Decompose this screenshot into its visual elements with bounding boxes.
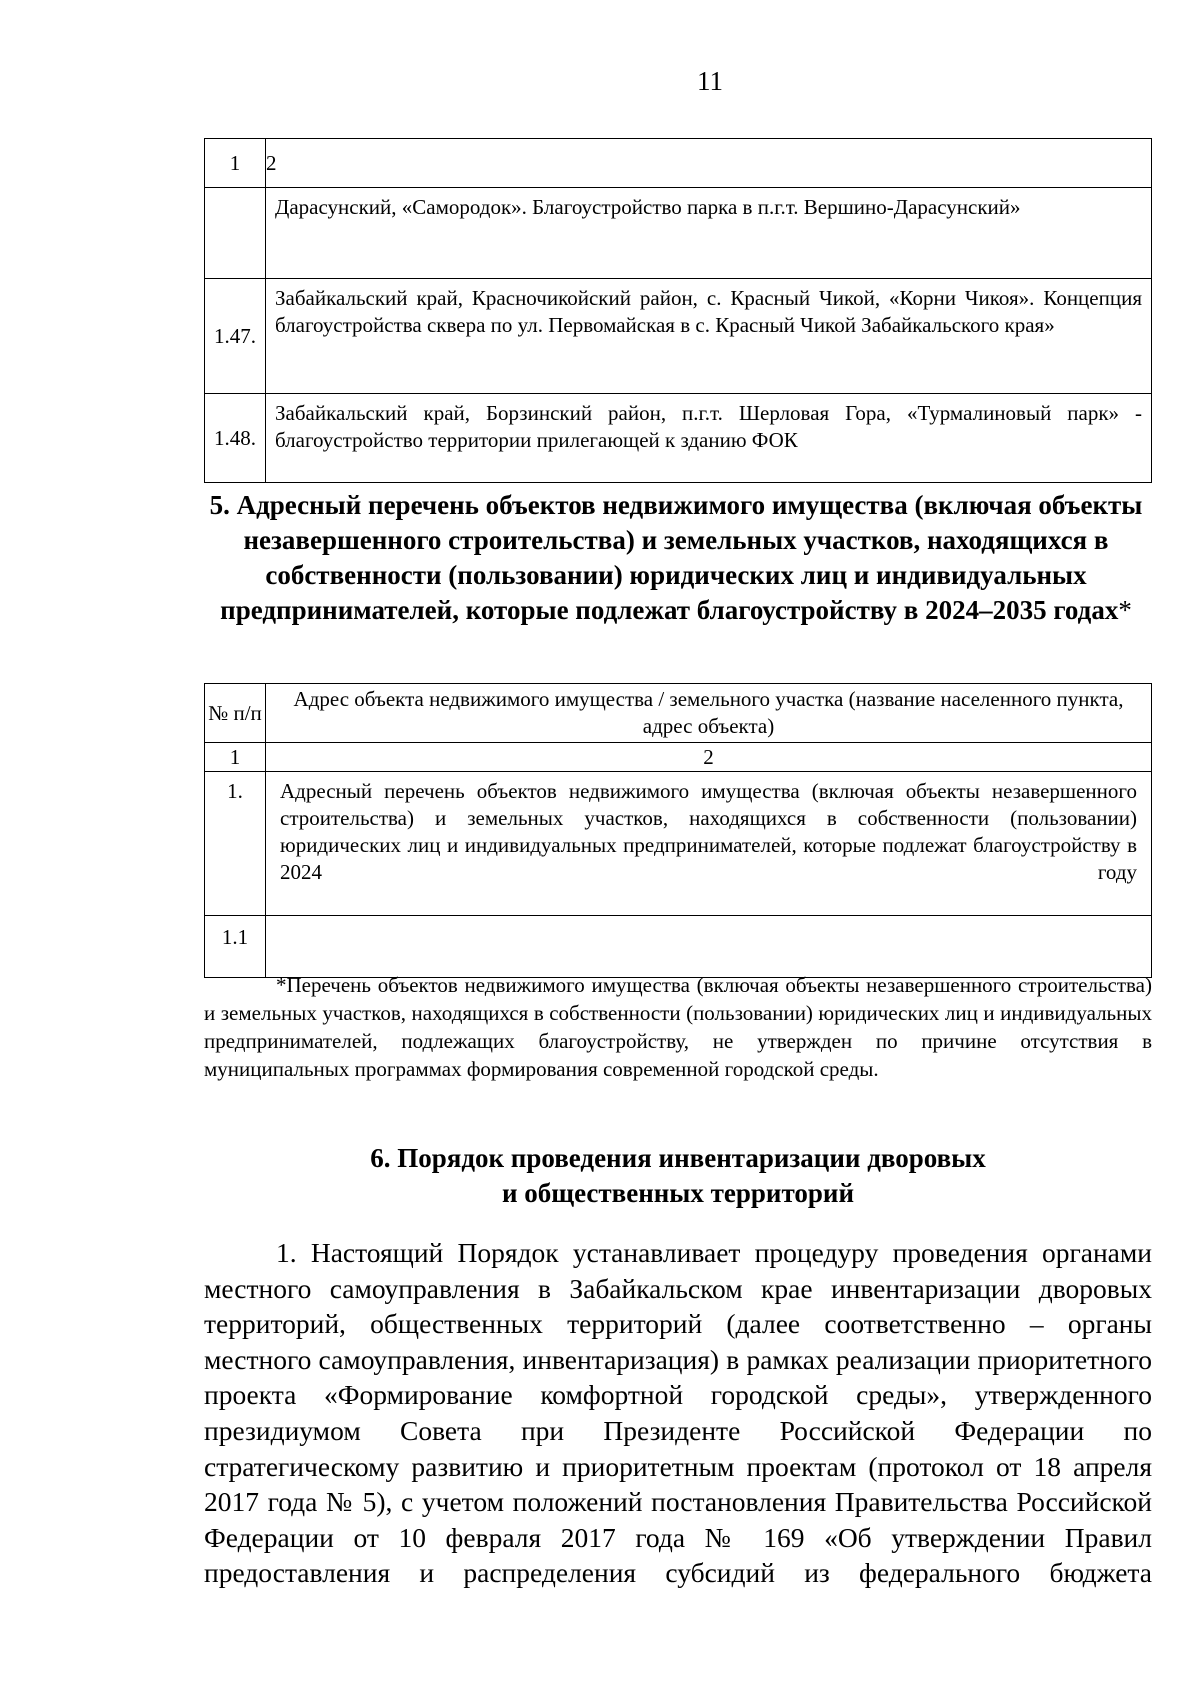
row-number: 1.47. — [205, 279, 266, 394]
table-row — [205, 279, 1152, 394]
footnote — [204, 971, 1152, 1083]
row-text: Забайкальский край, Красночикойский район, с. Красный Чикой, «Корни Чикоя». Концепция благоустройства сквера по ул. Первомайская в с. Красный Чикой Забайкальского края» — [266, 279, 1152, 394]
table-row — [205, 394, 1152, 483]
column-number-2: 2 — [266, 743, 1152, 772]
footnote-text: *Перечень объектов недвижимого имущества (включая объекты незавершенного строительства) и земельных участков, находящихся в собственности (пользовании) юридических лиц и индивидуальных предпринимателей, подлежащих благоустройству, не утвержден по причине отсутствия в муниципальных программах формирования современной городской среды. — [204, 973, 1152, 1081]
section-5-heading — [196, 488, 1156, 628]
page-number: 11 — [697, 66, 723, 96]
row-text: Забайкальский край, Борзинский район, п.г.т. Шерловая Гора, «Турмалиновый парк» - благоустройство территории прилегающей к зданию ФОК — [266, 394, 1152, 483]
address-list-table — [204, 683, 1152, 978]
projects-table — [204, 138, 1152, 483]
row-text: Дарасунский, «Самородок». Благоустройство парка в п.г.т. Вершино-Дарасунский» — [266, 188, 1152, 279]
section-5-heading-text: 5. Адресный перечень объектов недвижимого имущества (включая объекты незавершенного строительства) и земельных участков, находящихся в собственности (пользовании) юридических лиц и индивидуальных предпринимателей, которые подлежат благоустройству в 2024–2035 годах — [209, 490, 1143, 625]
section-6-heading-line-2: и общественных территорий — [501, 1178, 855, 1208]
row-text: Адресный перечень объектов недвижимого имущества (включая объекты незавершенного строительства) и земельных участков, находящихся в собственности (пользовании) юридических лиц и индивидуальных предпринимателей, которые подлежат благоустройству в 2024 году — [266, 772, 1152, 916]
table-row — [205, 916, 1152, 978]
section-6-heading — [204, 1141, 1152, 1211]
column-header-address: Адрес объекта недвижимого имущества / земельного участка (название населенного пункта, адрес объекта) — [266, 684, 1152, 743]
column-numbers-row — [205, 743, 1152, 772]
row-number: 1.1 — [205, 916, 266, 978]
table-header-row — [205, 139, 1152, 188]
table-row — [205, 188, 1152, 279]
footnote-mark: * — [1118, 595, 1132, 625]
column-number-1: 1 — [205, 139, 266, 188]
body-paragraph: 1. Настоящий Порядок устанавливает процедуру проведения органами местного самоуправления в Забайкальском крае инвентаризации дворовых территорий, общественных территорий (далее соответственно – органы местного самоуправления, инвентаризация) в рамках реализации приоритетного проекта «Формирование комфортной городской среды», утвержденного президиумом Совета при Президенте Российской Федерации по стратегическому развитию и приоритетным проектам (протокол от 18 апреля 2017 года № 5), с учетом положений постановления Правительства Российской Федерации от 10 февраля 2017 года № 169 «Об утверждении Правил предоставления и распределения субсидий из федерального бюджета — [204, 1237, 1152, 1589]
section-6-heading-line-1: 6. Порядок проведения инвентаризации дворовых — [370, 1143, 986, 1173]
table-row — [205, 772, 1152, 916]
column-header-number: № п/п — [205, 684, 266, 743]
row-number: 1.48. — [205, 394, 266, 483]
column-number-2: 2 — [266, 139, 1152, 188]
row-number — [205, 188, 266, 279]
section-6-body — [204, 1235, 1152, 1591]
row-number: 1. — [205, 772, 266, 916]
column-number-1: 1 — [205, 743, 266, 772]
row-text — [266, 916, 1152, 978]
table-header-row — [205, 684, 1152, 743]
